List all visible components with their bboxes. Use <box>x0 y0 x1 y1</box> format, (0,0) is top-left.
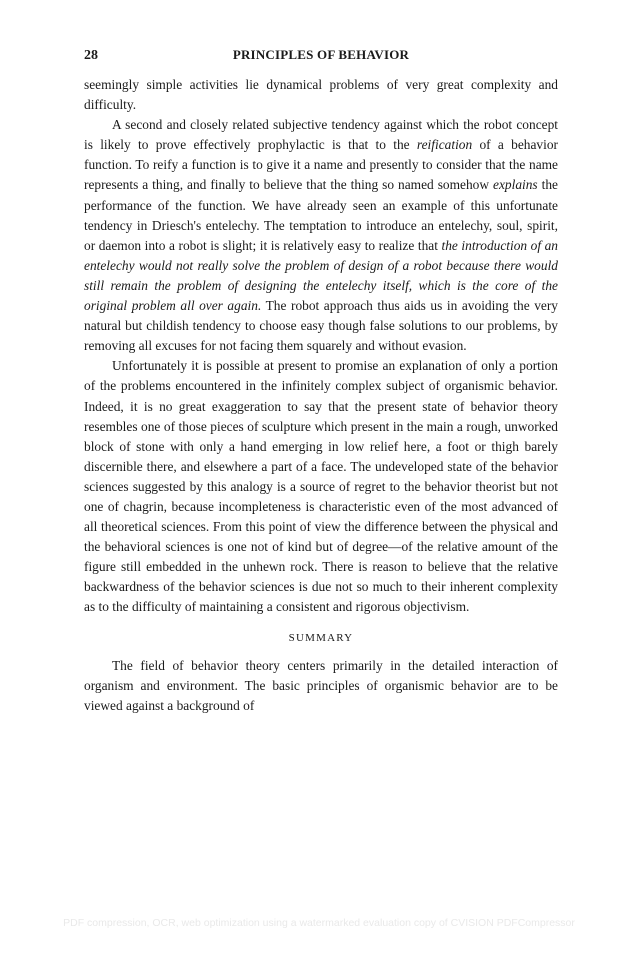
italic-text: the introduction of an entelechy would not really solve the problem of design of a robot because there would still remain the problem of designing the entelechy itself, which is the core of the original problem all over again. <box>84 237 559 314</box>
page-header <box>84 47 558 69</box>
paragraph-text: of a behavior function. To reify a function is to give it a name and presently to consider that the name represents a thing, and finally to believe that the thing so named somehow <box>84 137 558 193</box>
paragraph-text: Unfortunately it is possible at present to promise an explanation of only a portion of the problems encountered in the infinitely complex subject of organismic behavior. Indeed, it is no great exaggeration to say that the present state of behavior theory resembles one of those pieces of sculpture which present in the main a rough, unworked block of stone with only a hand emerging in low relief here, a foot or thigh barely discernible there, and elsewhere a part of a face. The undeveloped state of the behavior sciences suggested by this analogy is a source of regret to the behavior theorist but not one of chagrin, because incompleteness is characteristic even of the most advanced of all theoretical sciences. From this point of view the difference between the physical and the behavioral sciences is one not of kind but of degree—of the relative amount of the figure still embedded in the unhewn rock. There is reason to believe that the relative backwardness of the behavior sciences is due not so much to their inherent complexity as to the difficulty of maintaining a consistent and rigorous objectivism. <box>84 358 558 615</box>
watermark-text: PDF compression, OCR, web optimization using a watermarked evaluation copy of CVISION PDFCompressor <box>63 917 575 929</box>
paragraph-text: the performance of the function. We have already seen an example of this unfortunate tendency in Driesch's entelechy. The temptation to introduce an entelechy, soul, spirit, or daemon into a robot is slight; it is relatively easy to realize that <box>84 177 558 253</box>
body-text <box>84 75 558 618</box>
italic-text: explains <box>493 177 538 193</box>
body-paragraph <box>84 75 558 115</box>
body-paragraph <box>84 115 558 356</box>
paragraph-text: seemingly simple activities lie dynamical problems of very great complexity and difficulty. <box>84 77 558 113</box>
italic-text: reification <box>416 137 473 153</box>
running-head: PRINCIPLES OF BEHAVIOR <box>232 47 410 62</box>
book-page <box>84 47 558 716</box>
summary-paragraph: The field of behavior theory centers primarily in the detailed interaction of organism and environment. The basic principles of organismic behavior are to be viewed against a background of <box>84 657 558 713</box>
body-paragraph <box>84 356 558 617</box>
paragraph-text: The robot approach thus aids us in avoiding the very natural but childish tendency to choose easy though false solutions to our problems, by removing all excuses for not facing them squarely and without evasion. <box>84 298 558 354</box>
page-number: 28 <box>84 48 98 63</box>
paragraph-text: A second and closely related subjective tendency against which the robot concept is likely to prove effectively prophylactic is that to the <box>84 117 558 153</box>
summary-heading: SUMMARY <box>288 631 354 644</box>
